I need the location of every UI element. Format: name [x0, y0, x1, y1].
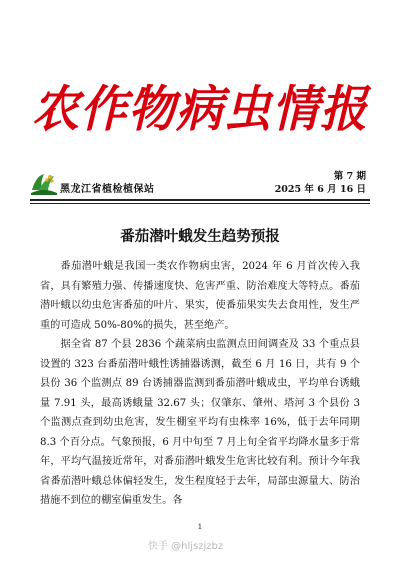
header-rule-thin [30, 203, 370, 204]
article-title: 番茄潜叶蛾发生趋势预报 [120, 228, 280, 245]
issue-info [275, 170, 366, 196]
paragraph: 番茄潜叶蛾是我国一类农作物病虫害，2024 年 6 月首次传入我省，具有繁殖力强、传播速度快、危害严重、防治难度大等特点。番茄潜叶蛾以幼虫危害番茄的叶片、果实，使番茄果实失去食用性，发生严重的可造成 50%-80%的损失，甚至绝产。 [40, 261, 360, 331]
article-body [40, 257, 360, 511]
watermark: 快手 @hljszjzbz [148, 541, 224, 552]
organization-name: 黑龙江省植检植保站 [60, 184, 155, 195]
issue-date: 2025 年 6 月 16 日 [274, 184, 366, 195]
grain-leaf-logo-icon [30, 170, 58, 196]
masthead-title: 农作物病虫情报 [32, 80, 368, 139]
paragraph: 据全省 87 个县 2836 个蔬菜病虫监测点田间调查及 33 个重点县设置的 323 台番茄潜叶蛾性诱捕器诱测，截至 6 月 16 日，共有 9 个县份 36 个监测点 89 台诱捕器监测到番茄潜叶蛾成虫，平均单台诱蛾量 7.91 头，最高诱蛾量 32.67 头；仅肇东、肇州、塔河 3 个县份 3 个监测点查到幼虫危害，发生棚室平均有虫株率 16%，低于去年同期 8.3 个百分点。气象预报，6 月中旬至 7 月上旬全省平均降水量多于常年，平均气温接近常年，对番茄潜叶蛾发生危害比较有利。预计今年我省番茄潜叶蛾总体偏轻发生，发生程度轻于去年，局部虫源量大、防治措施不到位的棚室偏重发生。各 [40, 339, 360, 506]
issue-number: 第 7 期 [333, 171, 366, 182]
header-rule-thick [30, 199, 370, 201]
page-number: 1 [197, 523, 203, 531]
